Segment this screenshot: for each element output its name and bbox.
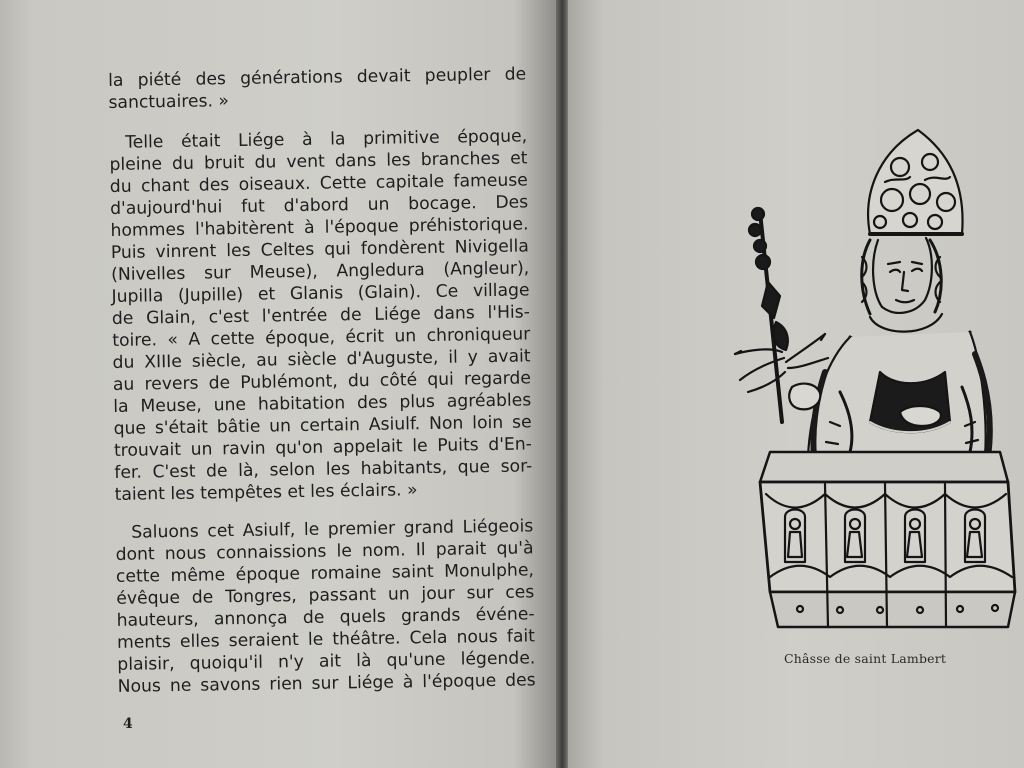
- text-line: que s'était bâtie un certain Asiulf. Non loin se: [113, 412, 532, 439]
- text-line: ments elles seraient le théâtre. Cela nous fait: [116, 626, 536, 653]
- page-number: 4: [123, 716, 133, 732]
- text-line: la piété des générations devait peupler de: [108, 64, 527, 91]
- paragraph-2: [109, 125, 533, 506]
- text-line: au revers de Publémont, du côté qui regarde: [112, 368, 532, 395]
- paragraph-3: [115, 515, 536, 698]
- text-line: taient les tempêtes et les éclairs. »: [114, 480, 418, 505]
- text-line: toire. « A cette époque, écrit un chroniqueur: [112, 324, 531, 351]
- text-line: Saluons cet Asiulf, le premier grand Liégeois: [131, 516, 534, 543]
- text-line: Puis vinrent les Celtes qui fondèrent Nivigella: [110, 236, 529, 263]
- text-line: du XIIIe siècle, au siècle d'Auguste, il y avait: [112, 346, 531, 373]
- text-line: Jupilla (Jupille) et Glanis (Glain). Ce village: [111, 280, 530, 307]
- text-line: hauteurs, annonça de quels grands événe-: [116, 604, 535, 631]
- text-line: Telle était Liége à la primitive époque,: [124, 126, 528, 153]
- illustration-caption: Châsse de saint Lambert: [784, 651, 947, 666]
- text-line: du chant des oiseaux. Cette capitale fameuse: [109, 170, 528, 197]
- text-line: sanctuaires. »: [108, 91, 230, 113]
- text-line: Nous ne savons rien sur Liége à l'époque des: [117, 670, 536, 697]
- paragraph-1: [108, 63, 527, 114]
- text-line: d'aujourd'hui fut d'abord un bocage. Des: [110, 192, 529, 219]
- reliquary-bishop-bust-drawing: [730, 122, 1024, 652]
- text-line: (Nivelles sur Meuse), Angledura (Angleur),: [111, 258, 530, 285]
- text-line: de Glain, c'est l'entrée de Liége dans l'His-: [111, 302, 531, 329]
- body-text: [108, 63, 536, 697]
- text-line: dont nous connaissions le nom. Il parait qu'à: [115, 538, 534, 565]
- text-line: la Meuse, une habitation des plus agréables: [113, 390, 532, 417]
- text-line: pleine du bruit du vent dans les branches et: [109, 148, 528, 175]
- text-line: hommes l'habitèrent à l'époque préhistorique.: [110, 214, 529, 241]
- text-line: trouvait un ravin qu'on appelait le Puits d'En-: [113, 434, 533, 461]
- text-line: plaisir, quoiqu'il n'y ait là qu'une légende.: [117, 648, 536, 675]
- text-line: cette même époque romaine saint Monulphe,: [115, 560, 535, 587]
- text-line: évêque de Tongres, passant un jour sur ces: [116, 582, 535, 609]
- text-line: fer. C'est de là, selon les habitants, que sor-: [114, 456, 533, 483]
